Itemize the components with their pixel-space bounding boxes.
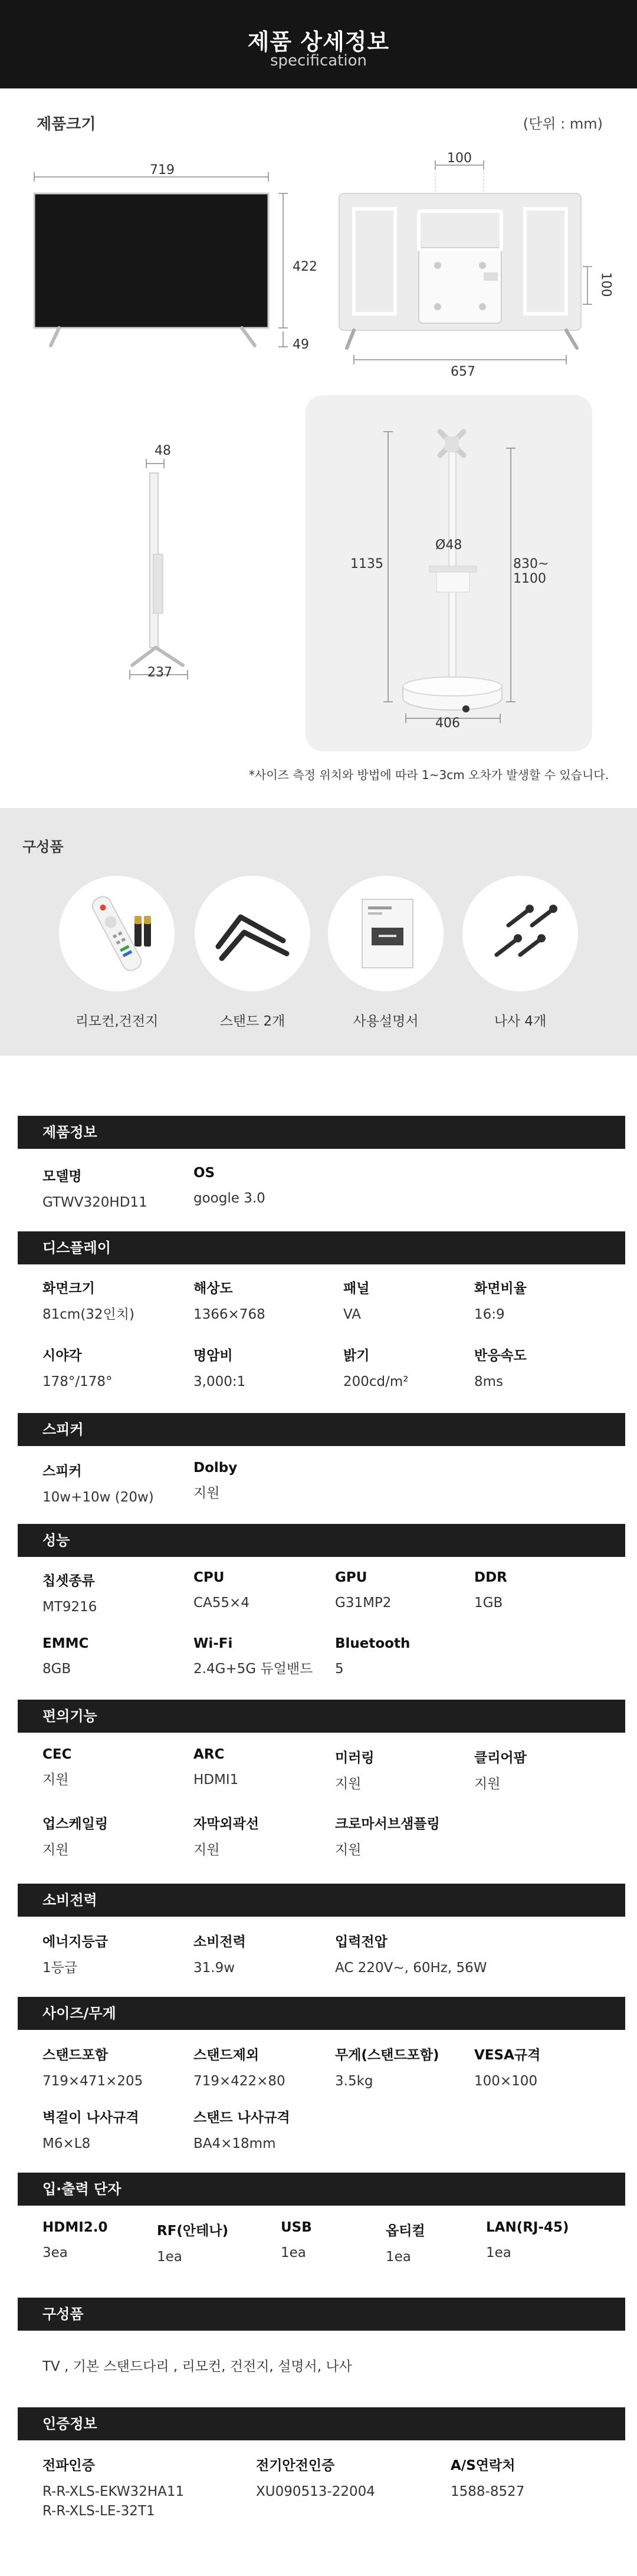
spec-value: CA55×4	[193, 1595, 249, 1611]
spec-cell	[42, 1636, 88, 1679]
section-header-display: 디스플레이	[18, 1231, 625, 1264]
front-stand-height-label: 49	[293, 337, 309, 352]
spec-value: google 3.0	[193, 1191, 265, 1206]
spec-key: 칩셋종류	[42, 1573, 95, 1589]
spec-value: 10w+10w (20w)	[42, 1490, 154, 1505]
spec-cell	[42, 2107, 139, 2154]
spec-key: 입력전압	[335, 1934, 388, 1950]
spec-value: 3.5kg	[335, 2074, 373, 2089]
component-label: 나사 4개	[494, 1014, 547, 1029]
spec-value: HDMI1	[193, 1772, 239, 1788]
side-depth-label: 48	[155, 443, 171, 458]
spec-cell	[335, 1747, 375, 1794]
spec-value: G31MP2	[335, 1595, 392, 1611]
spec-cell	[42, 2044, 143, 2091]
spec-key: 미러링	[335, 1750, 375, 1766]
spec-value: 3ea	[42, 2245, 68, 2260]
spec-value: 719×471×205	[42, 2074, 143, 2089]
back-vesa-height-label: 100	[598, 272, 613, 297]
tv-side-diagram	[112, 436, 212, 684]
spec-cell	[256, 2455, 375, 2502]
spec-value: 81cm(32인치)	[42, 1307, 134, 1322]
spec-key: USB	[281, 2220, 312, 2235]
spec-key: 명암비	[193, 1348, 233, 1363]
spec-cell	[42, 1813, 108, 1860]
spec-cell	[193, 1747, 238, 1790]
spec-value: 지원	[335, 1776, 362, 1792]
spec-value: VA	[343, 1307, 361, 1322]
spec-key: Dolby	[193, 1460, 238, 1476]
component-label: 사용설명서	[353, 1014, 419, 1029]
spec-key: 전파인증	[42, 2458, 95, 2473]
component-item	[58, 876, 176, 1030]
spec-value: 1ea	[486, 2245, 511, 2260]
spec-value: 1GB	[474, 1595, 503, 1611]
spec-key: 업스케일링	[42, 1816, 109, 1832]
spec-cell	[193, 1460, 237, 1503]
spec-key: EMMC	[42, 1636, 89, 1651]
spec-value: R-R-XLS-EKW32HA11 R-R-XLS-LE-32T1	[42, 2484, 185, 2519]
spec-value: 1ea	[386, 2249, 411, 2265]
spec-cell	[193, 2107, 290, 2154]
section-header-convenience: 편의기능	[18, 1700, 625, 1733]
spec-key: 클리어팜	[474, 1750, 527, 1766]
spec-key: OS	[193, 1165, 215, 1181]
section-header-certification: 인증정보	[18, 2407, 625, 2440]
spec-cell	[42, 1460, 154, 1507]
spec-key: 무게(스탠드포함)	[335, 2048, 439, 2063]
section-header-speaker: 스피커	[18, 1413, 625, 1446]
spec-cell	[193, 2044, 285, 2091]
spec-cell	[193, 1813, 259, 1860]
spec-value: 지원	[193, 1486, 220, 1501]
spec-key: A/S연락처	[451, 2458, 515, 2473]
spec-cell	[335, 1570, 391, 1613]
size-unit-label: (단위 : mm)	[523, 116, 603, 132]
spec-cell	[486, 2220, 569, 2263]
spec-key: 자막외곽선	[193, 1816, 260, 1832]
spec-cell	[193, 1931, 246, 1978]
spec-key: Wi-Fi	[193, 1636, 233, 1651]
spec-value: 1ea	[157, 2249, 182, 2265]
spec-value: M6×L8	[42, 2136, 91, 2151]
spec-value: 지원	[42, 1772, 69, 1788]
spec-cell	[343, 1345, 409, 1392]
spec-value: 지원	[193, 1842, 220, 1858]
spec-value: 719×422×80	[193, 2074, 285, 2089]
spec-value: 16:9	[474, 1307, 505, 1322]
page-title: 제품 상세정보	[247, 29, 390, 55]
spec-key: 전기안전인증	[256, 2458, 335, 2473]
spec-cell	[281, 2220, 312, 2263]
spec-cell	[193, 1345, 245, 1392]
component-item	[193, 876, 311, 1030]
page-header	[0, 0, 637, 88]
stand-total-height-label: 1135	[350, 557, 383, 571]
floor-stand-diagram	[306, 395, 592, 751]
stand-base-width-label: 406	[435, 716, 460, 731]
spec-key: 크로마서브샘플링	[335, 1816, 440, 1832]
spec-key: 모델명	[42, 1169, 82, 1184]
manual-icon	[328, 876, 444, 991]
spec-key: 패널	[343, 1281, 370, 1296]
spec-value: 1ea	[281, 2245, 306, 2260]
spec-cell	[474, 1747, 527, 1794]
spec-cell	[157, 2220, 228, 2267]
spec-value: 지원	[474, 1776, 501, 1792]
spec-key: 스탠드제외	[193, 2048, 260, 2063]
back-vesa-width-label: 100	[447, 151, 472, 166]
spec-value: 1366×768	[193, 1307, 265, 1322]
back-stand-width-label: 657	[451, 364, 475, 379]
tv-back-diagram	[330, 147, 613, 383]
remote-battery-icon	[59, 876, 175, 991]
spec-cell	[42, 1747, 71, 1790]
spec-cell	[474, 1345, 527, 1392]
spec-value: 8GB	[42, 1661, 71, 1677]
spec-cell	[343, 1277, 369, 1325]
side-base-label: 237	[147, 665, 172, 680]
spec-value: XU090513-22004	[256, 2484, 375, 2499]
front-height-label: 422	[293, 259, 317, 274]
spec-value: BA4×18mm	[193, 2136, 276, 2151]
components-section	[0, 808, 637, 1056]
spec-key: 소비전력	[193, 1934, 246, 1950]
section-header-performance: 성능	[18, 1524, 625, 1557]
spec-key: 에너지등급	[42, 1934, 109, 1950]
spec-value: 1588-8527	[451, 2484, 525, 2499]
spec-key: 화면크기	[42, 1281, 95, 1296]
spec-key: Bluetooth	[335, 1636, 411, 1651]
stand-legs-icon	[195, 876, 310, 991]
spec-key: HDMI2.0	[42, 2220, 108, 2235]
stand-adjust-height-label: 830~ 1100	[513, 557, 549, 587]
section-header-product: 제품정보	[18, 1116, 625, 1149]
spec-key: 스탠드 나사규격	[193, 2110, 290, 2125]
spec-cell	[193, 1570, 249, 1613]
spec-cell	[42, 1277, 134, 1325]
spec-cell	[42, 1931, 108, 1978]
component-item	[327, 876, 445, 1030]
spec-cell	[42, 2455, 184, 2522]
spec-value: GTWV320HD11	[42, 1195, 147, 1210]
spec-key: 스피커	[42, 1464, 82, 1479]
spec-cell	[451, 2455, 524, 2502]
spec-cell	[193, 1636, 313, 1679]
component-label: 리모컨,건전지	[75, 1014, 159, 1029]
spec-cell	[474, 1570, 507, 1613]
spec-key: 시야각	[42, 1348, 82, 1363]
section-header-io: 입·출력 단자	[18, 2173, 625, 2206]
spec-value: 100×100	[474, 2074, 538, 2089]
spec-value: 2.4G+5G 듀얼밴드	[193, 1661, 313, 1677]
component-item	[461, 876, 579, 1030]
spec-key: LAN(RJ-45)	[486, 2220, 569, 2235]
spec-cell	[335, 1813, 440, 1860]
spec-key: 해상도	[193, 1281, 233, 1296]
section-header-size-weight: 사이즈/무게	[18, 1997, 625, 2030]
size-section-title: 제품크기	[37, 116, 96, 133]
stand-pole-diameter-label: Ø48	[435, 538, 462, 553]
spec-key: 옵티컬	[386, 2223, 425, 2239]
spec-value: 3,000:1	[193, 1374, 246, 1389]
spec-key: DDR	[474, 1570, 507, 1585]
spec-value: 178°/178°	[42, 1374, 113, 1389]
spec-cell	[42, 1165, 147, 1213]
section-header-power: 소비전력	[18, 1884, 625, 1917]
spec-cell	[335, 1931, 487, 1978]
spec-key: ARC	[193, 1747, 225, 1762]
contents-text: TV , 기본 스탠드다리 , 리모컨, 건전지, 설명서, 나사	[42, 2359, 352, 2374]
spec-cell	[335, 2044, 439, 2091]
spec-key: CEC	[42, 1747, 72, 1762]
front-width-label: 719	[150, 163, 175, 178]
spec-value: 지원	[335, 1842, 362, 1858]
spec-key: GPU	[335, 1570, 367, 1585]
section-header-contents: 구성품	[18, 2298, 625, 2331]
spec-value: 5	[335, 1661, 344, 1677]
tv-front-diagram	[24, 159, 301, 366]
spec-cell	[474, 2044, 540, 2091]
spec-cell	[474, 1277, 527, 1325]
spec-value: AC 220V~, 60Hz, 56W	[335, 1960, 487, 1976]
spec-cell	[335, 1636, 410, 1679]
spec-key: CPU	[193, 1570, 225, 1585]
spec-cell	[42, 1570, 97, 1617]
screws-icon	[462, 876, 578, 991]
spec-key: VESA규격	[474, 2048, 541, 2063]
spec-key: 벽걸이 나사규격	[42, 2110, 139, 2125]
spec-cell	[42, 1345, 113, 1392]
page-subtitle: specification	[270, 52, 367, 70]
spec-cell	[193, 1277, 265, 1325]
component-label: 스탠드 2개	[219, 1014, 285, 1029]
spec-cell	[193, 1165, 265, 1208]
spec-key: 스탠드포함	[42, 2048, 109, 2063]
spec-key: 화면비율	[474, 1281, 527, 1296]
spec-cell	[42, 2220, 108, 2263]
size-note: *사이즈 측정 위치와 방법에 따라 1~3cm 오차가 발생할 수 있습니다.	[249, 768, 609, 782]
spec-value: 1등급	[42, 1960, 78, 1976]
spec-value: 31.9w	[193, 1960, 235, 1976]
spec-key: 반응속도	[474, 1348, 527, 1363]
spec-value: MT9216	[42, 1599, 97, 1615]
spec-key: 밝기	[343, 1348, 370, 1363]
spec-cell	[386, 2220, 425, 2267]
spec-value: 200cd/m²	[343, 1374, 409, 1389]
spec-value: 지원	[42, 1842, 69, 1858]
spec-key: RF(안테나)	[157, 2223, 229, 2239]
spec-value: 8ms	[474, 1374, 504, 1389]
components-title: 구성품	[22, 839, 64, 855]
